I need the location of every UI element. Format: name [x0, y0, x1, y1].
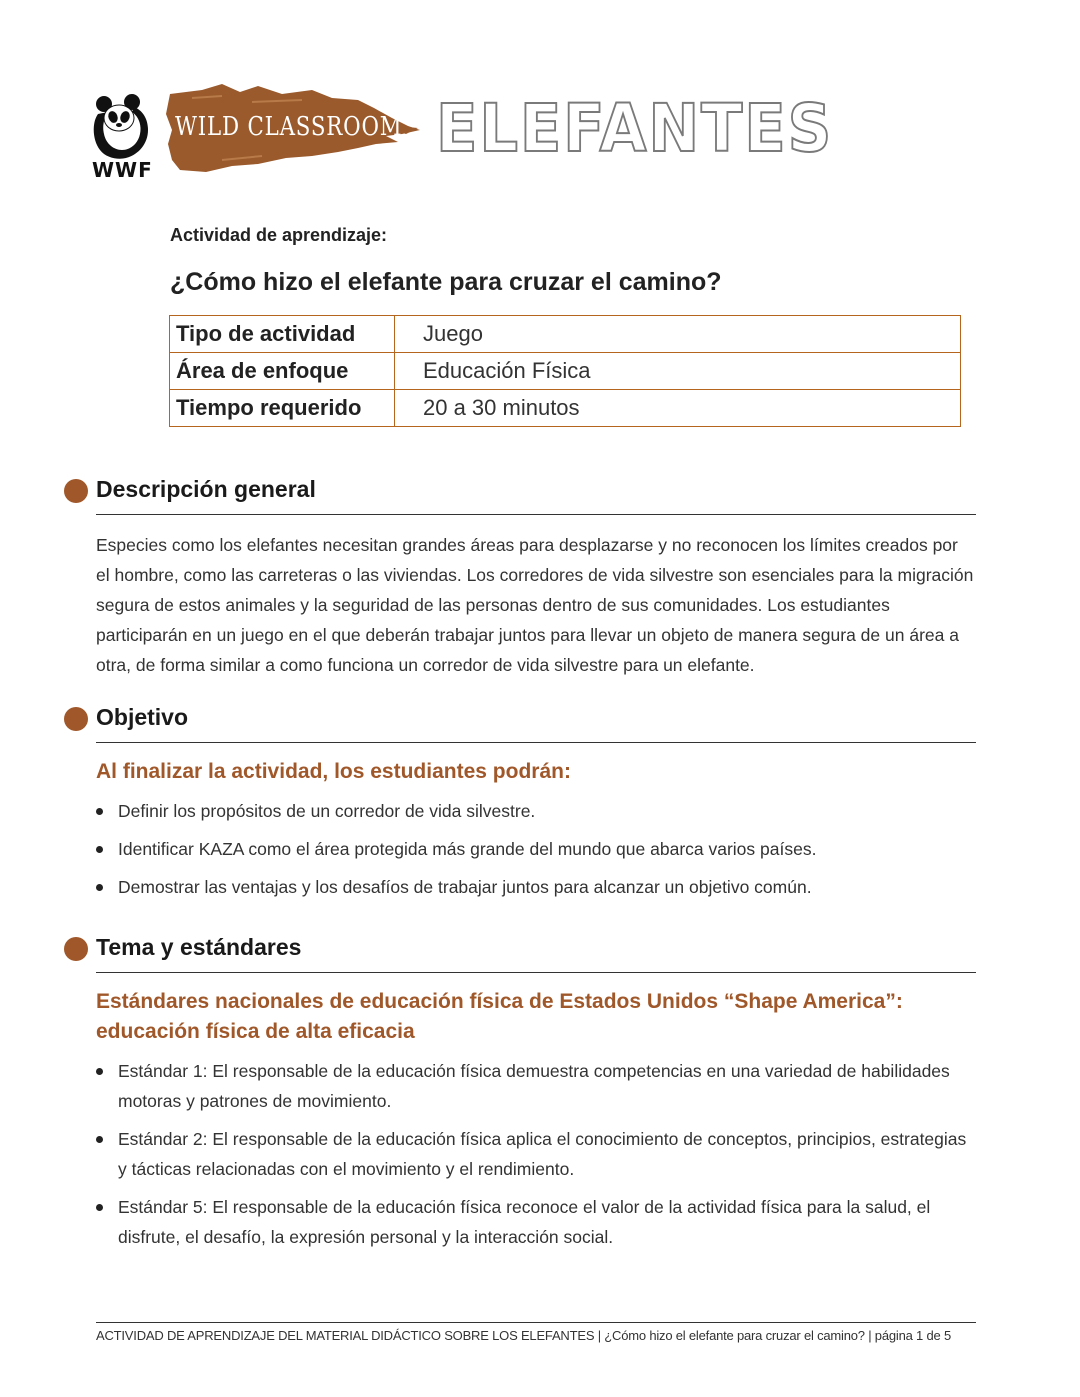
objective-list	[96, 796, 976, 902]
page-hero-title: ELEFANTES	[436, 90, 834, 167]
wild-classroom-label: WILD CLASSROOM	[175, 112, 403, 142]
table-value: 20 a 30 minutos	[395, 390, 961, 427]
table-key: Tipo de actividad	[170, 316, 395, 353]
overview-paragraph: Especies como los elefantes necesitan grandes áreas para desplazarse y no reconocen los límites creados por el hombre, como las carreteras o las viviendas. Los corredores de vida silvestre son esenciales para la migración segura de estos animales y la seguridad de las personas dentro de sus comunidades. Los estudiantes participarán en un juego en el que deberán trabajar juntos para llevar un objeto de manera segura de un área a otra, de forma similar a como funciona un corredor de vida silvestre para un elefante.	[96, 535, 974, 675]
table-key: Tiempo requerido	[170, 390, 395, 427]
list-item: Definir los propósitos de un corredor de vida silvestre.	[96, 796, 976, 826]
section-bullet-icon	[64, 937, 88, 961]
section-title: Descripción general	[96, 476, 316, 502]
table-value: Educación Física	[395, 353, 961, 390]
list-item: Estándar 1: El responsable de la educación física demuestra competencias en una variedad de habilidades motoras y patrones de movimiento.	[96, 1056, 976, 1116]
list-item: Demostrar las ventajas y los desafíos de trabajar juntos para alcanzar un objetivo común.	[96, 872, 976, 902]
footer-divider	[96, 1322, 976, 1323]
section-bullet-icon	[64, 707, 88, 731]
section-title: Objetivo	[96, 704, 189, 730]
list-item: Estándar 5: El responsable de la educación física reconoce el valor de la actividad física para la salud, el disfrute, el desafío, la expresión personal y la interacción social.	[96, 1192, 976, 1252]
bullet-dot-icon	[96, 846, 103, 853]
table-value: Juego	[395, 316, 961, 353]
activity-title: ¿Cómo hizo el elefante para cruzar el camino?	[170, 268, 722, 296]
bullet-dot-icon	[96, 808, 103, 815]
section-divider	[96, 972, 976, 973]
bullet-dot-icon	[96, 1068, 103, 1075]
section-divider	[96, 514, 976, 515]
section-bullet-icon	[64, 479, 88, 503]
standards-subtitle: Estándares nacionales de educación física de Estados Unidos “Shape America”: educación física de alta eficacia	[96, 990, 903, 1043]
section-divider	[96, 742, 976, 743]
activity-label: Actividad de aprendizaje:	[170, 225, 388, 245]
bullet-dot-icon	[96, 884, 103, 891]
list-item: Estándar 2: El responsable de la educación física aplica el conocimiento de conceptos, principios, estrategias y tácticas relacionadas con el movimiento y el rendimiento.	[96, 1124, 976, 1184]
wwf-wordmark: WWF	[92, 158, 153, 182]
table-row	[170, 390, 961, 427]
bullet-dot-icon	[96, 1204, 103, 1211]
standards-list	[96, 1056, 976, 1252]
section-title: Tema y estándares	[96, 934, 302, 960]
page-footer: ACTIVIDAD DE APRENDIZAJE DEL MATERIAL DIDÁCTICO SOBRE LOS ELEFANTES | ¿Cómo hizo el elefante para cruzar el camino? | página 1 de 5	[96, 1328, 952, 1343]
objective-subtitle: Al finalizar la actividad, los estudiantes podrán:	[96, 760, 571, 783]
activity-info-table	[169, 315, 961, 427]
table-row	[170, 316, 961, 353]
bullet-dot-icon	[96, 1136, 103, 1143]
list-item: Identificar KAZA como el área protegida más grande del mundo que abarca varios países.	[96, 834, 976, 864]
table-row	[170, 353, 961, 390]
table-key: Área de enfoque	[170, 353, 395, 390]
